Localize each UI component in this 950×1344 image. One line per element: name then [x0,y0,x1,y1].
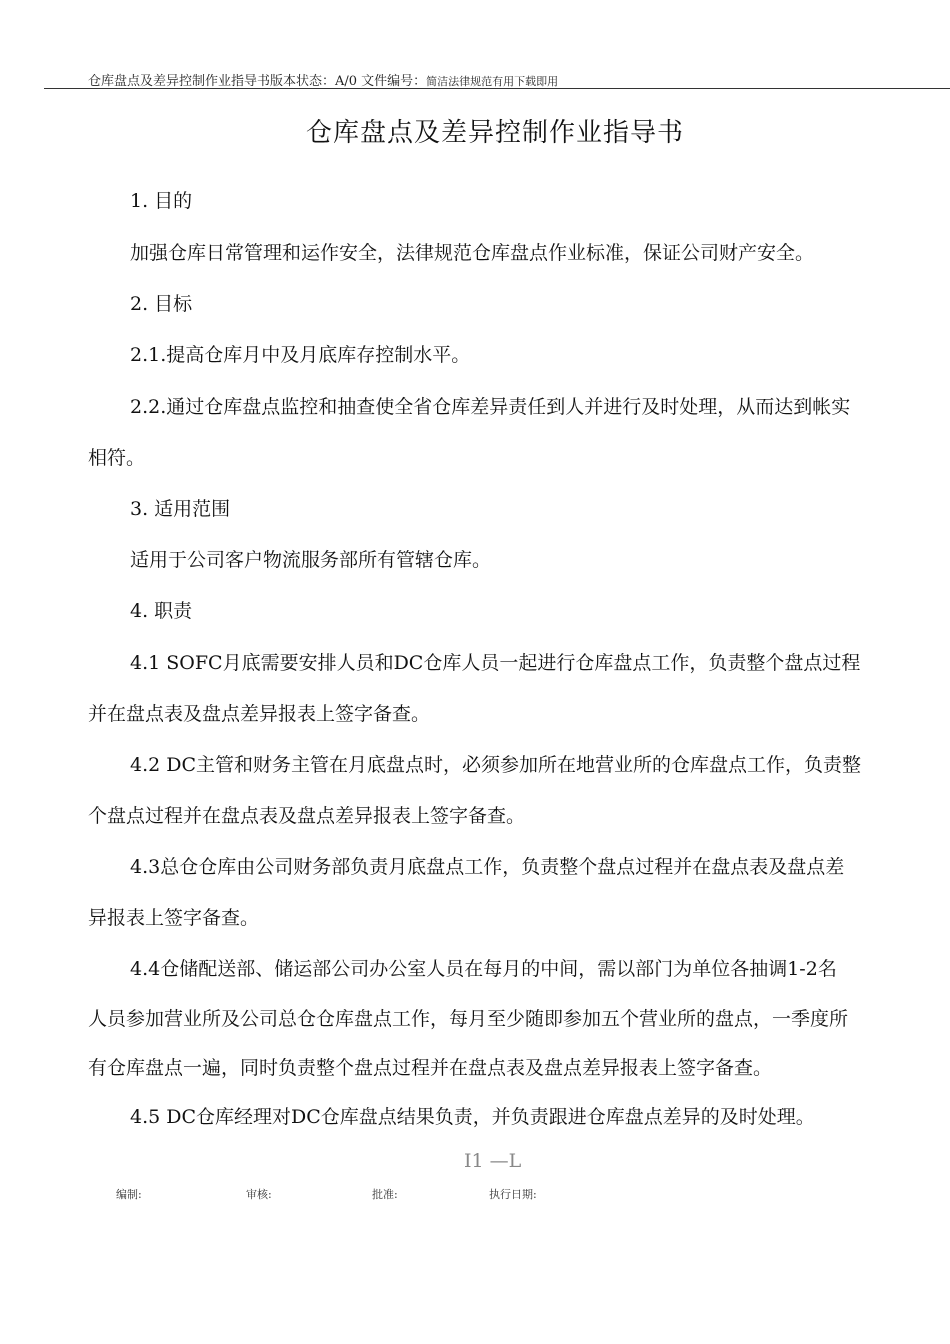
document-title: 仓库盘点及差异控制作业指导书 [305,118,684,148]
paragraph-line: 相符。 [88,447,146,469]
page-number: I1 —L [464,1150,522,1172]
header-note: 简洁法律规范有用下载即用 [426,75,559,88]
section-heading-scope: 3. 适用范围 [130,498,231,520]
header-divider [44,88,950,89]
section-heading-purpose: 1. 目的 [130,190,193,212]
paragraph-line: 4.2 DC主管和财务主管在月底盘点时，必须参加所在地营业所的仓库盘点工作，负责整 [130,754,862,776]
footer-effective-date-label: 执行日期: [489,1188,537,1201]
paragraph-line: 4.4仓储配送部、储运部公司办公室人员在每月的中间，需以部门为单位各抽调1-2名 [130,958,837,980]
section-heading-duties: 4. 职责 [130,600,193,622]
paragraph-line: 异报表上签字备查。 [88,907,260,929]
paragraph-line: 并在盘点表及盘点差异报表上签字备查。 [88,703,431,725]
footer-reviewed-label: 审核: [246,1188,272,1201]
paragraph-line: 个盘点过程并在盘点表及盘点差异报表上签字备查。 [88,805,526,827]
section-heading-goal: 2. 目标 [130,293,193,315]
paragraph-line: 加强仓库日常管理和运作安全，法律规范仓库盘点作业标准，保证公司财产安全。 [130,242,815,264]
footer-prepared-label: 编制: [116,1188,142,1201]
paragraph-line: 2.1.提高仓库月中及月底库存控制水平。 [130,344,471,366]
page-header [88,70,558,89]
paragraph-line: 4.3总仓仓库由公司财务部负责月底盘点工作，负责整个盘点过程并在盘点表及盘点差 [130,856,845,878]
footer-approved-label: 批准: [372,1188,398,1201]
paragraph-line: 人员参加营业所及公司总仓仓库盘点工作，每月至少随即参加五个营业所的盘点，一季度所 [88,1008,849,1030]
paragraph-line: 2.2.通过仓库盘点监控和抽查使全省仓库差异责任到人并进行及时处理，从而达到帐实 [130,396,851,418]
paragraph-line: 适用于公司客户物流服务部所有管辖仓库。 [130,549,492,571]
paragraph-line: 4.1 SOFC月底需要安排人员和DC仓库人员一起进行仓库盘点工作，负责整个盘点过程 [130,652,861,674]
header-text: 仓库盘点及差异控制作业指导书版本状态：A/0 文件编号： [88,74,427,89]
paragraph-line: 4.5 DC仓库经理对DC仓库盘点结果负责，并负责跟进仓库盘点差异的及时处理。 [130,1106,815,1128]
paragraph-line: 有仓库盘点一遍，同时负责整个盘点过程并在盘点表及盘点差异报表上签字备查。 [88,1057,773,1079]
